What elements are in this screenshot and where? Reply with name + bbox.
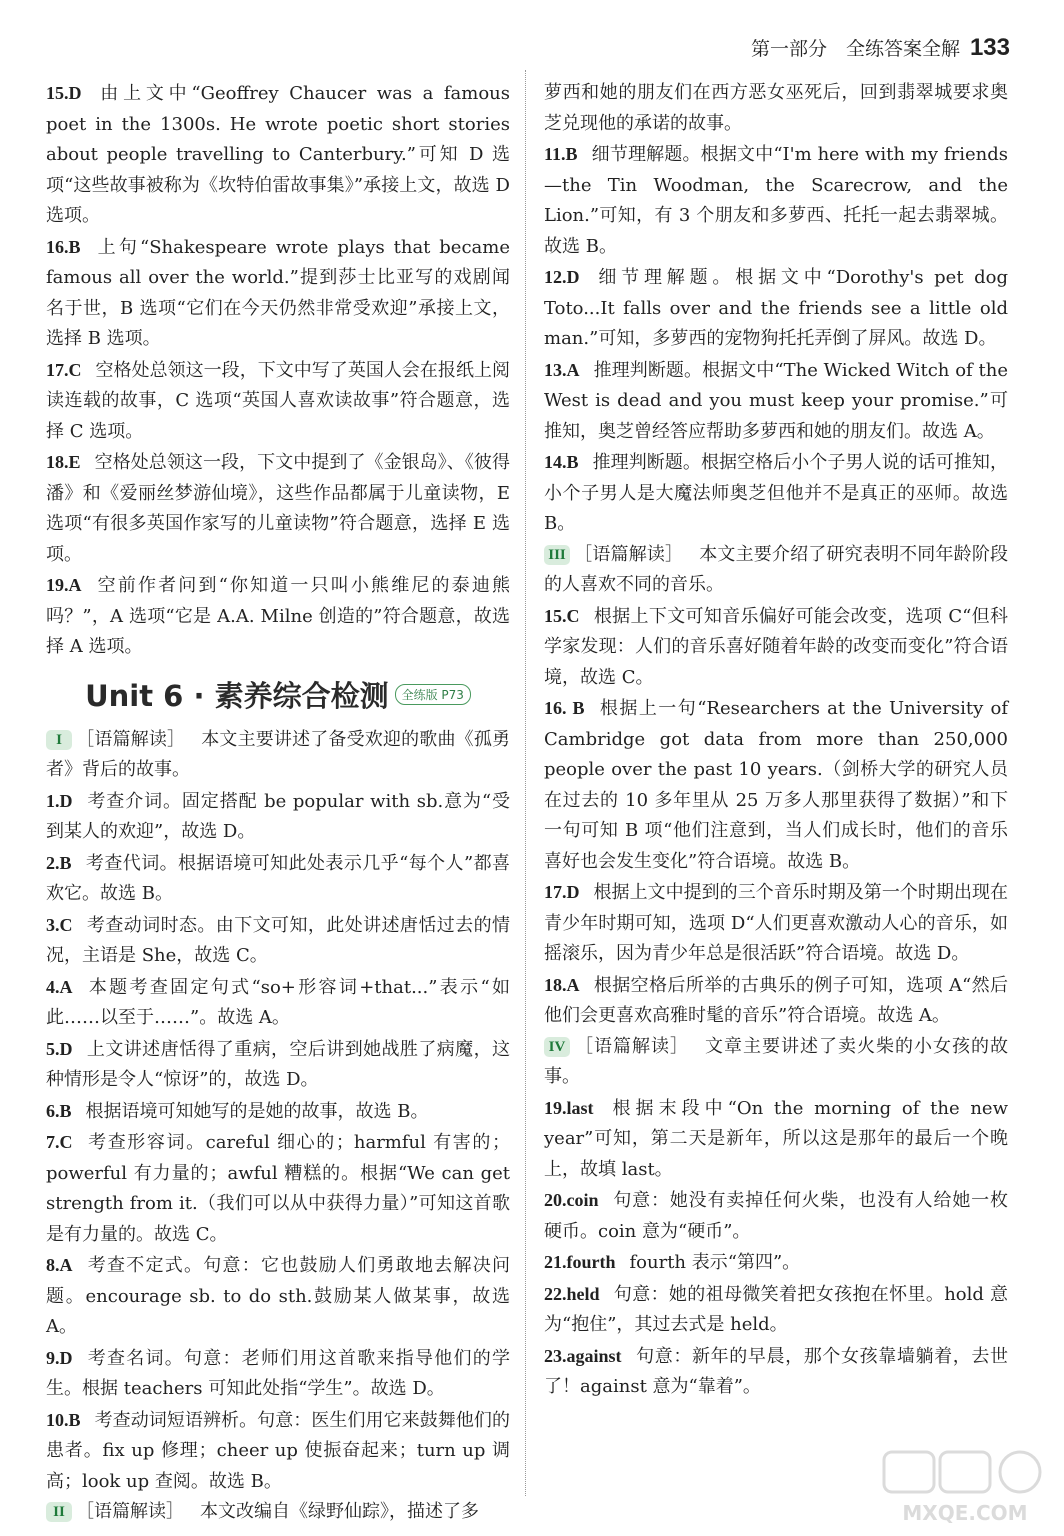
answer-item: 1.D 考查介词。固定搭配 be popular with sb.意为“受到某人的欢迎”，故选 D。 [46, 790, 510, 842]
passage-summary: II ［语篇解读］ 本文改编自《绿野仙踪》，描述了多 [46, 1497, 510, 1528]
left-column [46, 78, 510, 1528]
answer-list-c [544, 1093, 1008, 1403]
answer-item: 16. B 根据上一句“Researchers at the University of Cambridge got data from more than 250,000 people over the past 10 years.（剑桥大学的研究人员在过去的 10 多年里从 25 万多人那里获得了数据）”和下一句可知 B 项“他们注意到，当人们成长时，他们的音乐喜好也会发生变化”符合语境。故选 B。 [544, 698, 1008, 872]
answer-item: 21.fourth fourth 表示“第四”。 [544, 1252, 801, 1273]
answer-item: 2.B 考查代词。根据语境可知此处表示几乎“每个人”都喜欢它。故选 B。 [46, 852, 510, 904]
answer-item: 18.A 根据空格后所举的古典乐的例子可知，选项 A“然后他们会更喜欢高雅时髦的音乐”符合语境。故选 A。 [544, 974, 1008, 1026]
unit-page-ref: 全练版 P73 [395, 684, 471, 705]
answer-list-pre [46, 78, 510, 663]
answer-item: 12.D 细节理解题。根据文中“Dorothy's pet dog Toto...It falls over and the friends see a little old man.”可知，多萝西的宠物狗托托弄倒了屏风。故选 D。 [544, 267, 1008, 349]
answer-item: 23.against 句意：新年的早晨，那个女孩靠墙躺着，去世了！against 意为“靠着”。 [544, 1345, 1008, 1397]
continued-text: 萝西和她的朋友们在西方恶女巫死后，回到翡翠城要求奥芝兑现他的承诺的故事。 [544, 82, 1008, 134]
column-divider [525, 70, 526, 1496]
answer-item: 15.D 由上文中“Geoffrey Chaucer was a famous poet in the 1300s. He wrote poetic short stories about people travelling to Canterbury.”可知 D 选项“这些故事被称为《坎特伯雷故事集》”承接上文，故选 D 选项。 [46, 83, 510, 226]
watermark-logo [880, 1448, 1050, 1528]
answer-item: 15.C 根据上下文可知音乐偏好可能会改变，选项 C“但科学家发现：人们的音乐喜好随着年龄的改变而变化”符合语境，故选 C。 [544, 605, 1008, 688]
page-number: 133 [969, 34, 1010, 61]
answer-item: 9.D 考查名词。句意：老师们用这首歌来指导他们的学生。根据 teachers 可知此处指“学生”。故选 D。 [46, 1347, 510, 1399]
answer-item: 7.C 考查形容词。careful 细心的；harmful 有害的；powerful 有力量的；awful 糟糕的。根据“We can get strength from it.（我们可以从中获得力量）”可知这首歌是有力量的。故选 C。 [46, 1132, 510, 1245]
roman-numeral-badge: II [46, 1502, 72, 1522]
answer-item: 3.C 考查动词时态。由下文可知，此处讲述唐恬过去的情况，主语是 She，故选 C。 [46, 914, 510, 966]
passage-summary: IV ［语篇解读］ 文章主要讲述了卖火柴的小女孩的故事。 [544, 1035, 1008, 1087]
passage-summary: III ［语篇解读］ 本文主要介绍了研究表明不同年龄阶段的人喜欢不同的音乐。 [544, 543, 1008, 595]
unit-heading [46, 673, 510, 717]
answer-item: 11.B 细节理解题。根据文中“I'm here with my friends—the Tin Woodman, the Scarecrow, and the Lion.”可知，有 3 个朋友和多萝西、托托一起去翡翠城。故选 B。 [544, 144, 1008, 257]
answer-item: 13.A 推理判断题。根据文中“The Wicked Witch of the West is dead and you must keep your promise.”可推知，奥芝曾经答应帮助多萝西和她的朋友们。故选 A。 [544, 359, 1008, 442]
answer-item: 8.A 考查不定式。句意：它也鼓励人们勇敢地去解决问题。encourage sb. to do sth.鼓励某人做某事，故选 A。 [46, 1255, 510, 1337]
answer-item: 17.D 根据上文中提到的三个音乐时期及第一个时期出现在青少年时期可知，选项 D“人们更喜欢激动人心的音乐，如摇滚乐，因为青少年总是很活跃”符合语境。故选 D。 [544, 882, 1008, 964]
answer-item: 18.E 空格处总领这一段，下文中提到了《金银岛》、《彼得潘》和《爱丽丝梦游仙境》，这些作品都属于儿童读物，E 选项“有很多英国作家写的儿童读物”符合题意，选择 E 选项。 [46, 452, 510, 565]
passage-summary: I ［语篇解读］ 本文主要讲述了备受欢迎的歌曲《孤勇者》背后的故事。 [46, 728, 510, 780]
svg-text:MXQE.COM: MXQE.COM [902, 1501, 1028, 1525]
answer-item: 6.B 根据语境可知她写的是她的故事，故选 B。 [46, 1100, 429, 1122]
answer-list-a [544, 139, 1008, 540]
answer-item: 20.coin 句意：她没有卖掉任何火柴，也没有人给她一枚硬币。coin 意为“硬币”。 [544, 1190, 1008, 1242]
answer-item: 14.B 推理判断题。根据空格后小个子男人说的话可推知，小个子男人是大魔法师奥芝但他并不是真正的巫师。故选 B。 [544, 452, 1008, 534]
answer-item: 22.held 句意：她的祖母微笑着把女孩抱在怀里。hold 意为“抱住”，其过去式是 held。 [544, 1283, 1008, 1335]
page-header [751, 34, 1010, 62]
right-column [544, 78, 1008, 1403]
answer-item: 17.C 空格处总领这一段，下文中写了英国人会在报纸上阅读连载的故事，C 选项“英国人喜欢读故事”符合题意，选择 C 选项。 [46, 359, 510, 442]
answer-item: 5.D 上文讲述唐恬得了重病，空后讲到她战胜了病魔，这种情形是令人“惊讶”的，故选 D。 [46, 1038, 510, 1090]
answer-item: 16.B 上句“Shakespeare wrote plays that became famous all over the world.”提到莎士比亚写的戏剧闻名于世，B 选项“它们在今天仍然非常受欢迎”承接上文，选择 B 选项。 [46, 236, 510, 349]
roman-numeral-badge: IV [544, 1037, 570, 1057]
answer-list-b [544, 601, 1008, 1032]
unit-title: Unit 6 · 素养综合检测 [85, 679, 389, 713]
answer-item: 10.B 考查动词短语辨析。句意：医生们用它来鼓舞他们的患者。fix up 修理；cheer up 使振奋起来；turn up 调高；look up 查阅。故选 B。 [46, 1409, 510, 1492]
roman-numeral-badge: I [46, 730, 72, 750]
answer-item: 4.A 本题考查固定句式“so+形容词+that...”表示“如此……以至于……”。故选 A。 [46, 976, 510, 1028]
roman-numeral-badge: III [544, 545, 570, 565]
answer-item: 19.A 空前作者问到“你知道一只叫小熊维尼的泰迪熊吗？”，A 选项“它是 A.A. Milne 创造的”符合题意，故选择 A 选项。 [46, 575, 510, 657]
section-title: 第一部分 全练答案全解 [750, 38, 960, 60]
answer-list-post [46, 786, 510, 1498]
answer-item: 19.last 根据末段中“On the morning of the new year”可知，第二天是新年，所以这是那年的最后一个晚上，故填 last。 [544, 1097, 1008, 1180]
